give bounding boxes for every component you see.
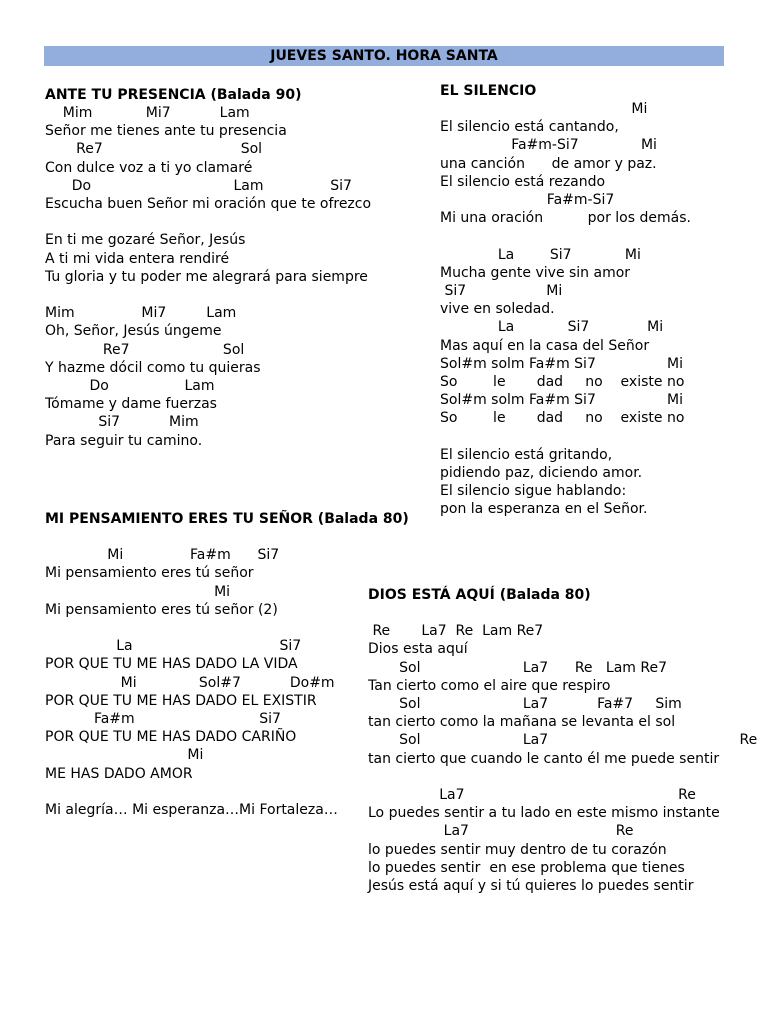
song-line: Do Lam	[45, 378, 215, 395]
song-title: ANTE TU PRESENCIA (Balada 90)	[45, 87, 302, 103]
song-line: tan cierto que cuando le canto él me puede sentir	[368, 750, 720, 767]
song-line: Re7 Sol	[45, 141, 263, 158]
song-line: La Si7	[45, 638, 302, 655]
song-line: lo puedes sentir en ese problema que tienes	[368, 859, 685, 876]
song-line: lo puedes sentir muy dentro de tu corazón	[368, 841, 667, 858]
song-title: MI PENSAMIENTO ERES TU SEÑOR (Balada 80)	[45, 511, 409, 527]
song-line: Oh, Señor, Jesús úngeme	[45, 323, 222, 340]
song-line	[45, 213, 371, 231]
song-line: Si7 Mi	[440, 283, 563, 300]
song-line: POR QUE TU ME HAS DADO CARIÑO	[45, 729, 297, 746]
song-line: Y hazme dócil como tu quieras	[45, 359, 261, 376]
song-line: Mim Mi7 Lam	[45, 305, 237, 322]
song-mi-pensamiento	[45, 510, 409, 819]
song-title: EL SILENCIO	[440, 83, 537, 99]
song-lines	[45, 528, 409, 819]
song-lines	[45, 104, 371, 450]
song-line: Mi	[45, 583, 231, 600]
song-title: DIOS ESTÁ AQUÍ (Balada 80)	[368, 587, 591, 603]
song-line: So le dad no existe no	[440, 374, 685, 391]
song-line: Do Lam Si7	[45, 177, 352, 194]
song-line: El silencio está rezando	[440, 173, 606, 190]
song-line: Tómame y dame fuerzas	[45, 396, 217, 413]
song-line: Re La7 Re Lam Re7	[368, 623, 544, 640]
song-line: El silencio está gritando,	[440, 446, 613, 463]
song-line: ME HAS DADO AMOR	[45, 765, 193, 782]
song-line: Tan cierto como el aire que respiro	[368, 677, 611, 694]
song-line: Para seguir tu camino.	[45, 432, 203, 449]
song-line: Sol La7 Re Lam Re7	[368, 659, 667, 676]
song-line: Mas aquí en la casa del Señor	[440, 337, 650, 354]
song-line	[45, 619, 409, 637]
song-line: Mim Mi7 Lam	[45, 105, 250, 121]
song-line: El silencio sigue hablando:	[440, 483, 627, 500]
song-line: Mucha gente vive sin amor	[440, 264, 631, 281]
song-line: Sol La7 Fa#7 Sim	[368, 696, 682, 712]
song-line	[368, 768, 757, 786]
song-line: Mi pensamiento eres tú señor (2)	[45, 601, 278, 618]
song-line: Mi	[440, 101, 648, 117]
song-line	[45, 528, 409, 546]
song-line: Si7 Mim	[45, 414, 199, 431]
song-dios-esta-aqui	[368, 586, 757, 895]
song-line	[45, 783, 409, 801]
song-line: tan cierto como la mañana se levanta el sol	[368, 714, 676, 731]
song-line: Jesús está aquí y si tú quieres lo puedes sentir	[368, 878, 694, 895]
song-line: La Si7 Mi	[440, 319, 664, 336]
song-line: So le dad no existe no	[440, 410, 685, 427]
song-line: Dios esta aquí	[368, 641, 468, 658]
song-line: Mi pensamiento eres tú señor	[45, 565, 254, 582]
song-line	[368, 604, 757, 622]
song-line: Sol La7 Re	[368, 732, 758, 749]
song-line: Lo puedes sentir a tu lado en este mismo instante	[368, 805, 720, 822]
song-line: El silencio está cantando,	[440, 119, 619, 136]
page-title-banner: JUEVES SANTO. HORA SANTA	[44, 46, 724, 66]
song-line: pidiendo paz, diciendo amor.	[440, 465, 643, 482]
song-line: vive en soledad.	[440, 301, 555, 318]
song-line: Mi	[45, 747, 204, 764]
song-lines	[440, 100, 691, 519]
song-lines	[368, 604, 757, 895]
song-line: Escucha buen Señor mi oración que te ofrezco	[45, 196, 372, 213]
song-line: Fa#m-Si7	[440, 192, 615, 209]
song-line: Sol#m solm Fa#m Si7 Mi	[440, 392, 684, 409]
song-line: Con dulce voz a ti yo clamaré	[45, 159, 253, 176]
song-line: A ti mi vida entera rendiré	[45, 250, 230, 267]
song-line: POR QUE TU ME HAS DADO LA VIDA	[45, 656, 298, 673]
song-line: Sol#m solm Fa#m Si7 Mi	[440, 355, 684, 372]
song-line: POR QUE TU ME HAS DADO EL EXISTIR	[45, 692, 317, 709]
song-line: Tu gloria y tu poder me alegrará para siempre	[45, 268, 368, 285]
song-line: La7 Re	[368, 823, 634, 840]
song-line: Fa#m-Si7 Mi	[440, 137, 657, 154]
song-line	[440, 227, 691, 245]
song-line	[440, 428, 691, 446]
song-line: Re7 Sol	[45, 341, 245, 358]
song-el-silencio	[440, 82, 691, 519]
song-line: Fa#m Si7	[45, 711, 281, 727]
song-line: pon la esperanza en el Señor.	[440, 501, 648, 518]
song-line: Señor me tienes ante tu presencia	[45, 123, 287, 140]
song-line	[45, 286, 371, 304]
song-line: Mi Sol#7 Do#m	[45, 674, 335, 691]
song-line: Mi una oración por los demás.	[440, 210, 691, 227]
song-line: Mi alegría… Mi esperanza…Mi Fortaleza…	[45, 802, 338, 818]
song-ante-tu-presencia	[45, 86, 371, 450]
song-line: Mi Fa#m Si7	[45, 547, 280, 564]
song-line: una canción de amor y paz.	[440, 155, 657, 172]
song-line: En ti me gozaré Señor, Jesús	[45, 232, 246, 249]
song-line: La Si7 Mi	[440, 246, 641, 263]
song-line: La7 Re	[368, 787, 696, 803]
